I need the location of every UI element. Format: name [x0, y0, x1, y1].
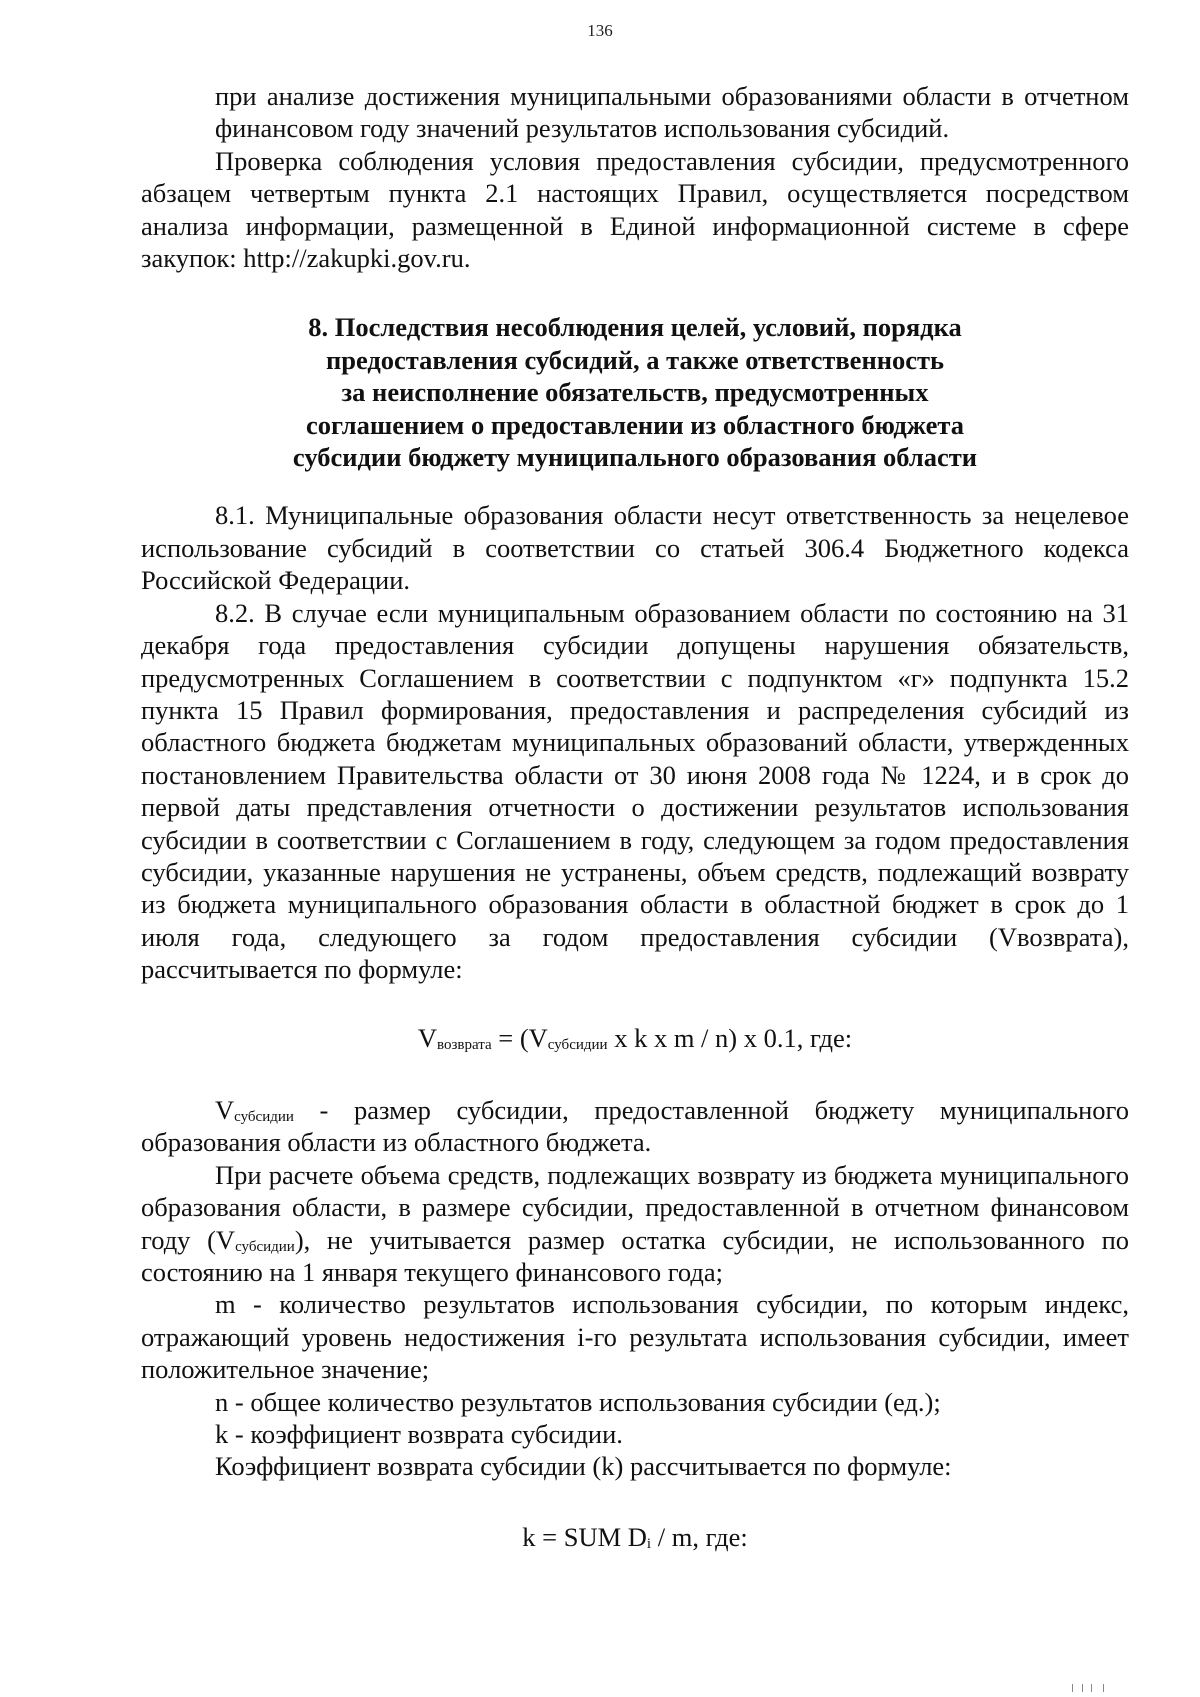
paragraph-calculation: При расчете объема средств, подлежащих возврату из бюджета муниципального образования области, в размере субсидии, предоставленной в отчетном финансовом году $(V_{субсидии})$, не учитывается размер остатка субсидии, не использованного по состоянию на 1 января текущего финансового года;: [141, 1159, 1129, 1287]
definition-m: m - количество результатов использования субсидии, по которым индекс, отражающий уровень недостижения i-го результата использования субсидии, имеет положительное значение;: [141, 1289, 1129, 1385]
subscript: субсидии: [547, 1036, 608, 1053]
heading-line: 8. Последствия несоблюдения целей, условий, порядка: [308, 312, 962, 343]
definition-n: n - общее количество результатов использования субсидии (ед.);: [215, 1386, 941, 1417]
section-heading: [141, 311, 1129, 473]
heading-line: за неисполнение обязательств, предусмотренных: [341, 377, 929, 408]
formula-coefficient: k = SUM $D_i$ / m, где:: [522, 1521, 748, 1552]
paragraph: Проверка соблюдения условия предоставления субсидии, предусмотренного абзацем четвертым пункта 2.1 настоящих Правил, осуществляется посредством анализа информации, размещенной в Единой информационной системе в сфере закупок: http://zakupki.gov.ru.: [141, 145, 1129, 274]
heading-line: соглашением о предоставлении из областного бюджета: [306, 409, 964, 440]
document-body: [141, 80, 1129, 1553]
definition-v-subsidy: $V_{субсидии}$ - размер субсидии, предоставленной бюджету муниципального образования области из областного бюджета.: [141, 1094, 1129, 1158]
coefficient-intro: Коэффициент возврата субсидии (k) рассчитывается по формуле:: [215, 1451, 952, 1482]
paragraph-8-2: 8.2. В случае если муниципальным образованием области по состоянию на 31 декабря года предоставления субсидии допущены нарушения обязательств, предусмотренных Соглашением в соответствии с подпунктом «г» подпункта 15.2 пункта 15 Правил формирования, предоставления и распределения субсидий из областного бюджета бюджетам муниципальных образований области, утвержденных постановлением Правительства области от 30 июня 2008 года № 1224, и в срок до первой даты представления отчетности о достижении результатов использования субсидии в соответствии с Соглашением в году, следующем за годом предоставления субсидии, указанные нарушения не устранены, объем средств, подлежащий возврату из бюджета муниципального образования области в областной бюджет в срок до 1 июля года, следующего за годом предоставления субсидии (Vвозврата), рассчитывается по формуле:: [141, 597, 1129, 985]
heading-line: предоставления субсидий, а также ответственность: [325, 344, 945, 375]
subscript: возврата: [436, 1036, 492, 1053]
heading-line: субсидии бюджету муниципального образования области: [292, 442, 978, 473]
subscript: i: [646, 1535, 652, 1552]
subscript: субсидии: [235, 1238, 295, 1255]
scan-edge-mark: [1072, 1684, 1104, 1692]
formula-return: $V_{возврата} = (V_{субсидии}$ x k x m / n) x 0.1, где:: [417, 1022, 853, 1053]
paragraph: при анализе достижения муниципальными образованиями области в отчетном финансовом году значений результатов использования субсидий.: [215, 81, 1129, 144]
subscript: субсидии: [234, 1108, 294, 1125]
definition-k: k - коэффициент возврата субсидии.: [215, 1419, 623, 1450]
paragraph-8-1: 8.1. Муниципальные образования области несут ответственность за нецелевое использование субсидий в соответствии со статьей 306.4 Бюджетного кодекса Российской Федерации.: [141, 500, 1129, 596]
page-number: 136: [587, 21, 613, 40]
